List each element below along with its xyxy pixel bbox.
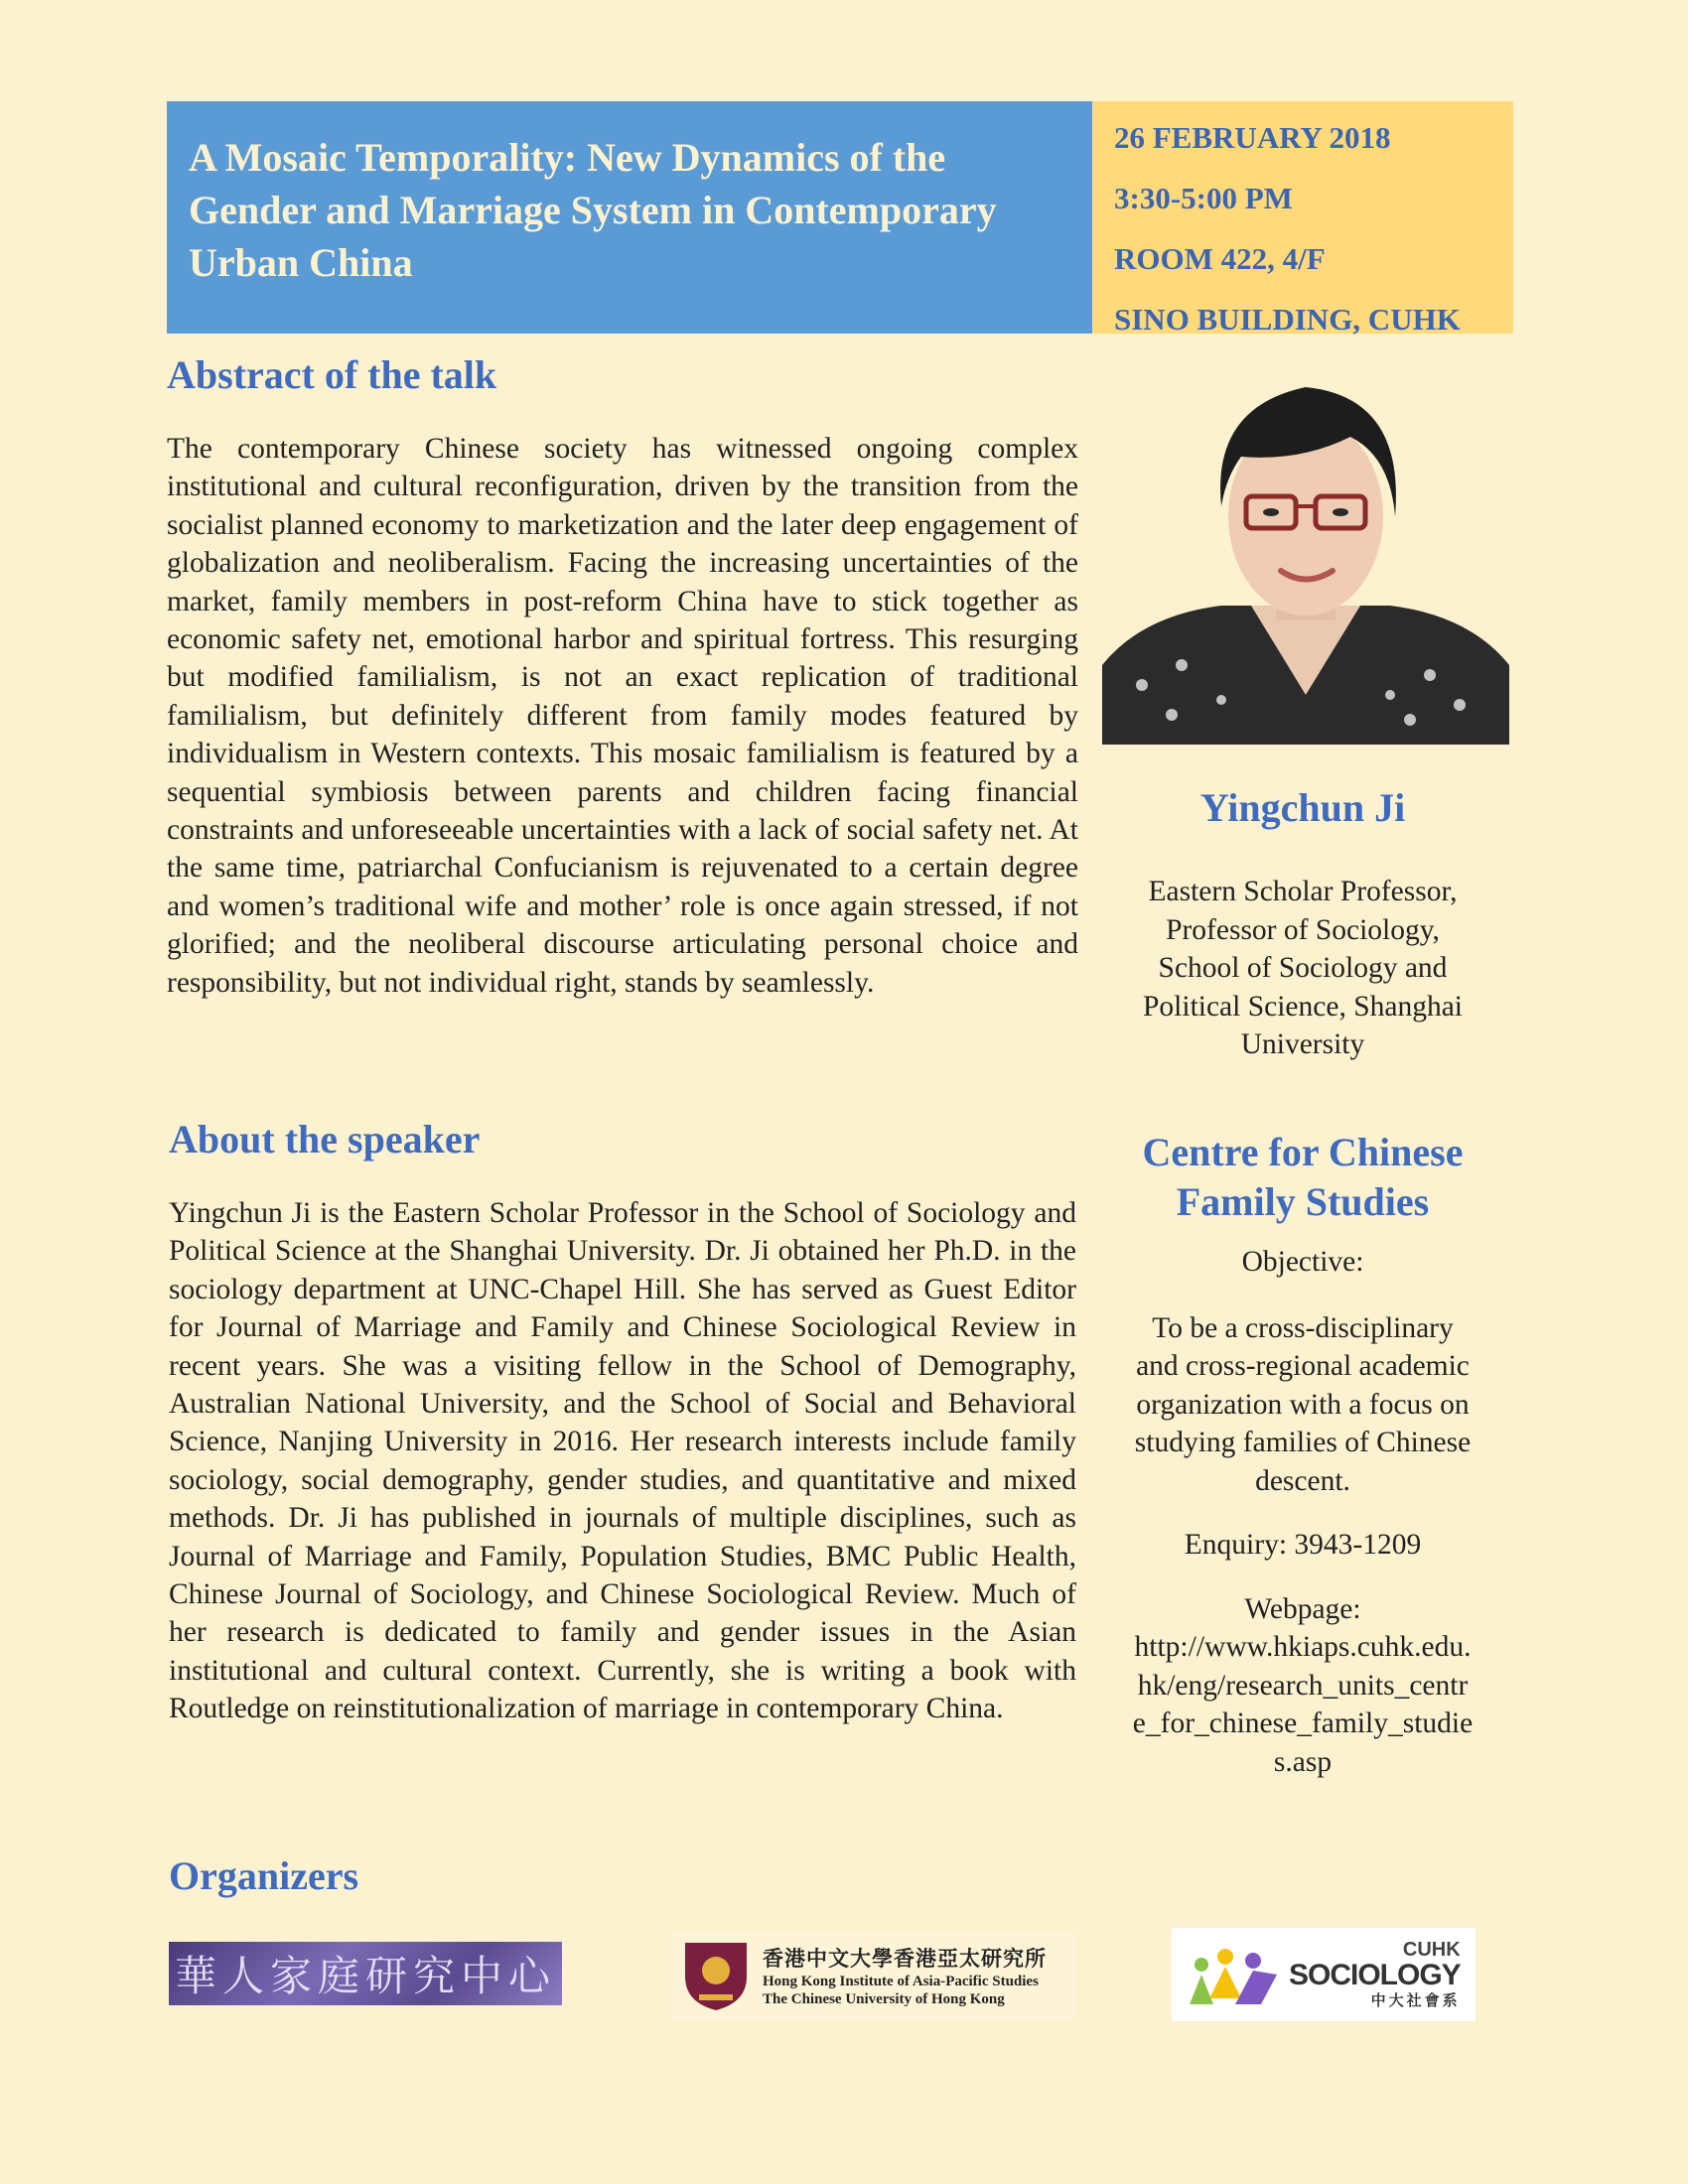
ccfs-logo <box>169 1942 562 2005</box>
event-building: SINO BUILDING, CUHK <box>1114 302 1461 337</box>
objective-line-2: and cross-regional academic <box>1136 1350 1470 1382</box>
objective-line-1: To be a cross-disciplinary <box>1152 1311 1454 1344</box>
speaker-title-5: University <box>1240 1028 1365 1060</box>
objective-line-4: studying families of Chinese <box>1134 1427 1472 1458</box>
centre-name <box>1102 1128 1503 1227</box>
logo3-sociology-text: SOCIOLOGY <box>1289 1959 1461 1991</box>
hkiaps-logo <box>671 1932 1076 2019</box>
speaker-title-3: School of Sociology and <box>1158 952 1448 984</box>
title-line-3: Urban China <box>189 240 413 285</box>
cuhk-en-name: The Chinese University of Hong Kong <box>763 1991 1005 2007</box>
event-room: ROOM 422, 4/F <box>1114 241 1326 276</box>
talk-title <box>189 131 1092 289</box>
speaker-title-2: Professor of Sociology, <box>1166 913 1440 946</box>
speaker-card <box>1102 784 1503 1064</box>
event-date: 26 FEBRUARY 2018 <box>1114 120 1391 155</box>
centre-info <box>1102 1128 1503 1781</box>
organizers-heading: Organizers <box>169 1853 359 1898</box>
enquiry-phone: Enquiry: 3943-1209 <box>1184 1529 1422 1561</box>
abstract-text: The contemporary Chinese society has witnessed ongoing complex institutional and cultural reconfiguration, driven by the transition from the socialist planned economy to marketization and the later deep engagement of globalization and neoliberalism. Facing the increasing uncertainties of the market, family members in post-reform China have to stick together as economic safety net, emotional harbor and spiritual fortress. This resurging but modified familialism, is not an exact replication of traditional familialism, but definitely different from family modes featured by individualism in Western contexts. This mosaic familialism is featured by a sequential symbiosis between parents and children facing financial constraints and unforeseeable uncertainties with a lack of social safety net. At the same time, patriarchal Confucianism is rejuvenated to a certain degree and women’s traditional wife and mother’ role is once again stressed, if not glorified; and the neoliberal discourse articulating personal choice and responsibility, but not individual right, stands by seamlessly. <box>167 433 1078 999</box>
speaker-heading: About the speaker <box>169 1117 481 1161</box>
abstract-heading: Abstract of the talk <box>167 352 497 397</box>
webpage-url-3[interactable]: e_for_chinese_family_studie <box>1132 1707 1474 1739</box>
sociology-figures-icon <box>1180 1935 1289 2014</box>
speaker-title-4: Political Science, Shanghai <box>1143 990 1463 1023</box>
ccfs-logo-text: 華人家庭研究中心 <box>174 1952 556 2000</box>
title-banner <box>167 101 1092 334</box>
objective-label: Objective: <box>1241 1246 1364 1278</box>
event-info <box>1092 101 1513 337</box>
logo3-cn-text: 中大社會系 <box>1370 1992 1461 2009</box>
centre-name-line-1: Centre for Chinese <box>1142 1130 1464 1174</box>
webpage-url-2[interactable]: hk/eng/research_units_centr <box>1137 1669 1469 1702</box>
webpage-url-1[interactable]: http://www.hkiaps.cuhk.edu. <box>1134 1631 1472 1663</box>
title-line-1: A Mosaic Temporality: New Dynamics of the <box>189 135 946 180</box>
webpage-label: Webpage: <box>1244 1592 1361 1625</box>
logo3-cuhk-text: CUHK <box>1402 1939 1461 1961</box>
event-time: 3:30-5:00 PM <box>1114 181 1293 215</box>
speaker-title-1: Eastern Scholar Professor, <box>1148 876 1458 907</box>
centre-name-line-2: Family Studies <box>1176 1179 1430 1224</box>
webpage-url-4[interactable]: s.asp <box>1273 1745 1333 1778</box>
cuhk-sociology-logo <box>1172 1928 1476 2021</box>
hkiaps-cn-name: 香港中文大學香港亞太研究所 <box>763 1947 1047 1971</box>
hkiaps-en-name: Hong Kong Institute of Asia-Pacific Studies <box>763 1974 1039 1989</box>
speaker-name: Yingchun Ji <box>1199 785 1406 830</box>
speaker-photo <box>1102 367 1509 745</box>
cuhk-seal-icon <box>679 1937 753 2014</box>
objective-line-5: descent. <box>1255 1464 1350 1497</box>
objective-line-3: organization with a focus on <box>1136 1388 1470 1421</box>
speaker-bio: Yingchun Ji is the Eastern Scholar Professor in the School of Sociology and Political Science at the Shanghai University. Dr. Ji obtained her Ph.D. in the sociology department at UNC-Chapel Hill. She has served as Guest Editor for Journal of Marriage and Family and Chinese Sociological Review in recent years. She was a visiting fellow in the School of Demography, Australian National University, and the School of Social and Behavioral Science, Nanjing University in 2016. Her research interests include family sociology, social demography, gender studies, and quantitative and mixed methods. Dr. Ji has published in journals of multiple disciplines, such as Journal of Marriage and Family, Population Studies, BMC Public Health, Chinese Journal of Sociology, and Chinese Sociological Review. Much of her research is dedicated to family and gender issues in the Asian institutional and cultural context. Currently, she is writing a book with Routledge on reinstitutionalization of marriage in contemporary China. <box>169 1197 1076 1725</box>
title-line-2: Gender and Marriage System in Contemporary <box>189 188 997 232</box>
